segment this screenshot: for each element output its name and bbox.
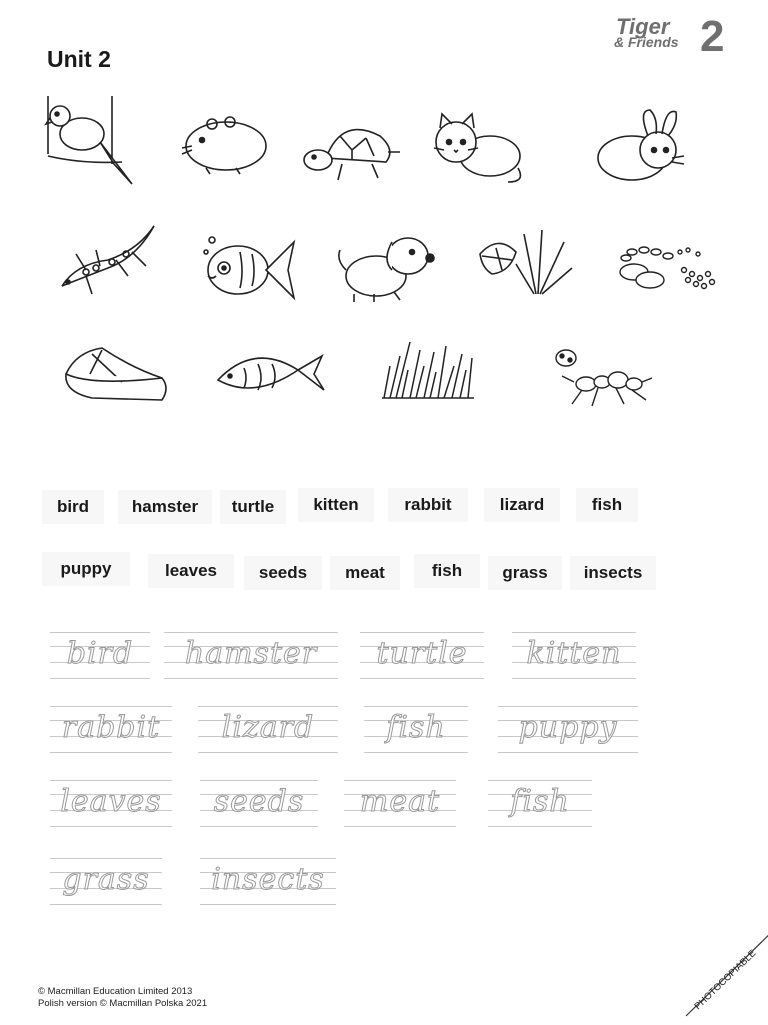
word-card-grass[interactable]: grass	[488, 556, 562, 590]
tracing-word: meat	[359, 784, 441, 819]
word-card-lizard[interactable]: lizard	[484, 488, 560, 522]
word-card-seeds[interactable]: seeds	[244, 556, 322, 590]
meat-picture	[62, 338, 170, 404]
rabbit-picture	[592, 106, 688, 186]
tracing-word: hamster	[184, 636, 318, 671]
unit-title: Unit 2	[47, 46, 111, 72]
seeds-picture	[614, 238, 720, 296]
tiger-friends-logo	[612, 14, 736, 66]
fish-picture	[200, 232, 296, 306]
tracing-grass[interactable]	[50, 854, 162, 906]
leaves-picture	[476, 224, 576, 296]
logo-number: 2	[700, 12, 725, 61]
tracing-hamster[interactable]	[164, 628, 338, 680]
tracing-puppy[interactable]	[498, 702, 638, 754]
word-card-turtle[interactable]: turtle	[220, 490, 286, 524]
photocopiable-label: PHOTOCOPIABLE	[692, 947, 759, 1013]
tracing-word: kitten	[526, 636, 622, 671]
tracing-insects[interactable]	[200, 854, 336, 906]
tracing-meat[interactable]	[344, 776, 456, 828]
tracing-kitten[interactable]	[512, 628, 636, 680]
tracing-word: seeds	[213, 784, 305, 819]
tracing-fish-2[interactable]	[488, 776, 592, 828]
tracing-word: puppy	[518, 710, 618, 745]
hamster-picture	[176, 114, 270, 176]
tracing-word: insects	[211, 862, 325, 897]
word-card-fish-2[interactable]: fish	[414, 554, 480, 588]
tracing-word: turtle	[376, 636, 468, 671]
word-card-puppy[interactable]: puppy	[42, 552, 130, 586]
word-card-leaves[interactable]: leaves	[148, 554, 234, 588]
photocopiable-corner	[664, 920, 768, 1020]
tracing-word: rabbit	[61, 710, 161, 745]
tracing-lizard[interactable]	[198, 702, 338, 754]
tracing-rabbit[interactable]	[50, 702, 172, 754]
tracing-word: fish	[510, 784, 570, 819]
copyright-line-2: Polish version © Macmillan Polska 2021	[38, 998, 208, 1009]
tracing-word: fish	[386, 710, 446, 745]
lizard-picture	[56, 220, 160, 298]
insects-picture	[546, 344, 654, 410]
word-card-hamster[interactable]: hamster	[118, 490, 212, 524]
tracing-turtle[interactable]	[360, 628, 484, 680]
kitten-picture	[430, 112, 524, 186]
fish-food-picture	[214, 346, 326, 396]
turtle-picture	[302, 116, 402, 188]
word-card-bird[interactable]: bird	[42, 490, 104, 524]
tracing-fish[interactable]	[364, 702, 468, 754]
logo-text-friends: & Friends	[614, 34, 679, 50]
tracing-seeds[interactable]	[200, 776, 318, 828]
tracing-word: leaves	[60, 784, 162, 819]
word-card-rabbit[interactable]: rabbit	[388, 488, 468, 522]
word-card-insects[interactable]: insects	[570, 556, 656, 590]
word-card-kitten[interactable]: kitten	[298, 488, 374, 522]
logo-text-tiger: Tiger	[616, 14, 670, 39]
tracing-bird[interactable]	[50, 628, 150, 680]
tracing-word: grass	[62, 862, 150, 897]
grass-picture	[380, 336, 476, 400]
tracing-word: bird	[66, 636, 134, 671]
tracing-word: lizard	[221, 710, 315, 745]
tracing-leaves[interactable]	[50, 776, 172, 828]
copyright-line-1: © Macmillan Education Limited 2013	[38, 986, 193, 997]
puppy-picture	[334, 230, 436, 304]
parrot-picture	[42, 94, 140, 188]
word-card-meat[interactable]: meat	[330, 556, 400, 590]
word-card-fish[interactable]: fish	[576, 488, 638, 522]
